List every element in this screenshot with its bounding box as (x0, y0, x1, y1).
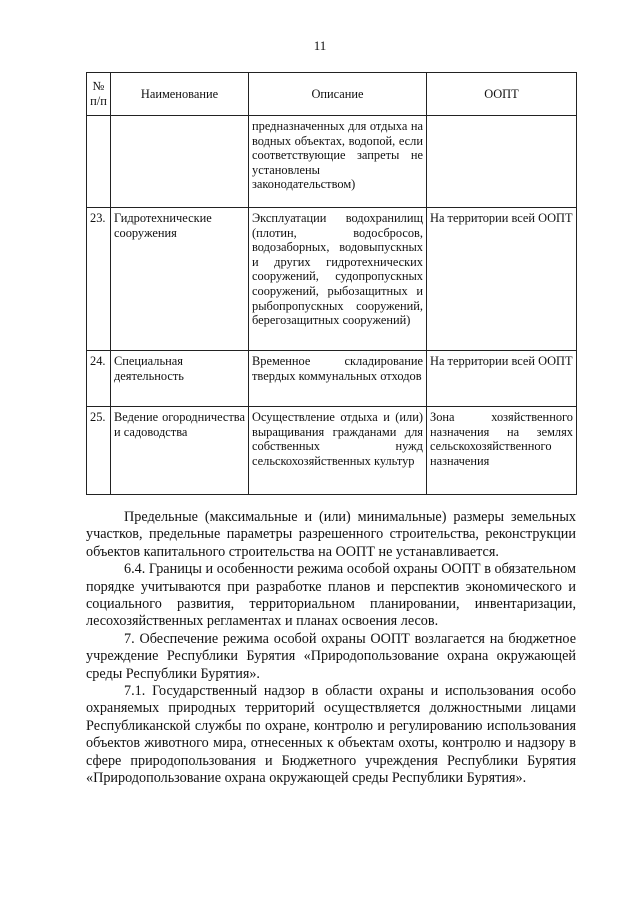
cell-num: 24. (87, 351, 111, 407)
header-num: № п/п (87, 73, 111, 116)
cell-name: Ведение огородничества и садоводства (111, 407, 249, 495)
cell-oopt (427, 116, 577, 208)
page-number: 11 (313, 38, 327, 53)
cell-num: 25. (87, 407, 111, 495)
body-text (86, 509, 576, 788)
cell-num: 23. (87, 208, 111, 351)
table-header-row (87, 73, 577, 116)
cell-description: предназначенных для отдыха на водных объектах, водопой, если соответствующие запреты не установлены законодательством) (249, 116, 427, 208)
table-row (87, 407, 577, 495)
cell-num (87, 116, 111, 208)
cell-name: Специальная деятельность (111, 351, 249, 407)
cell-oopt: На территории всей ООПТ (427, 351, 577, 407)
paragraph: 7. Обеспечение режима особой охраны ООПТ возлагается на бюджетное учреждение Республики Бурятия «Природопользование охрана окружающей среды Республики Бурятия». (86, 630, 576, 682)
paragraph: Предельные (максимальные и (или) минимальные) размеры земельных участков, предельные параметры разрешенного строительства, реконструкции объектов капитального строительства на ООПТ не устанавливается. (86, 509, 576, 560)
cell-oopt: Зона хозяйственного назначения на землях сельскохозяйственного назначения (427, 407, 577, 495)
paragraph: 7.1. Государственный надзор в области охраны и использования особо охраняемых природных территорий осуществляется должностными лицами Республиканской службы по охране, контролю и регулированию использования объектов животного мира, отнесенных к объектам охоты, контролю и надзору в сфере природопользования и Бюджетного учреждения Республики Бурятия «Природопользование охрана окружающей среды Республики Бурятия». (86, 683, 576, 787)
cell-description: Осуществление отдыха и (или) выращивания гражданами для собственных нужд сельскохозяйственных культур (249, 407, 427, 495)
table-row (87, 116, 577, 208)
cell-name: Гидротехнические сооружения (111, 208, 249, 351)
cell-description: Эксплуатации водохранилищ (плотин, водосбросов, водозаборных, водовыпускных и других гидротехнических сооружений, судопропускных сооружений, рыбозащитных и рыбопропускных сооружений, берегозащитных сооружений) (249, 208, 427, 351)
header-description: Описание (249, 73, 427, 116)
cell-description: Временное складирование твердых коммунальных отходов (249, 351, 427, 407)
header-name: Наименование (111, 73, 249, 116)
cell-name (111, 116, 249, 208)
table-row (87, 351, 577, 407)
paragraph: 6.4. Границы и особенности режима особой охраны ООПТ в обязательном порядке учитываются при разработке планов и перспектив экономического и социального развития, территориальном планировании, инвентаризации, лесохозяйственных регламентах и планах освоения лесов. (86, 561, 576, 630)
header-oopt: ООПТ (427, 73, 577, 116)
regime-table (86, 72, 577, 495)
table-row (87, 208, 577, 351)
cell-oopt: На территории всей ООПТ (427, 208, 577, 351)
